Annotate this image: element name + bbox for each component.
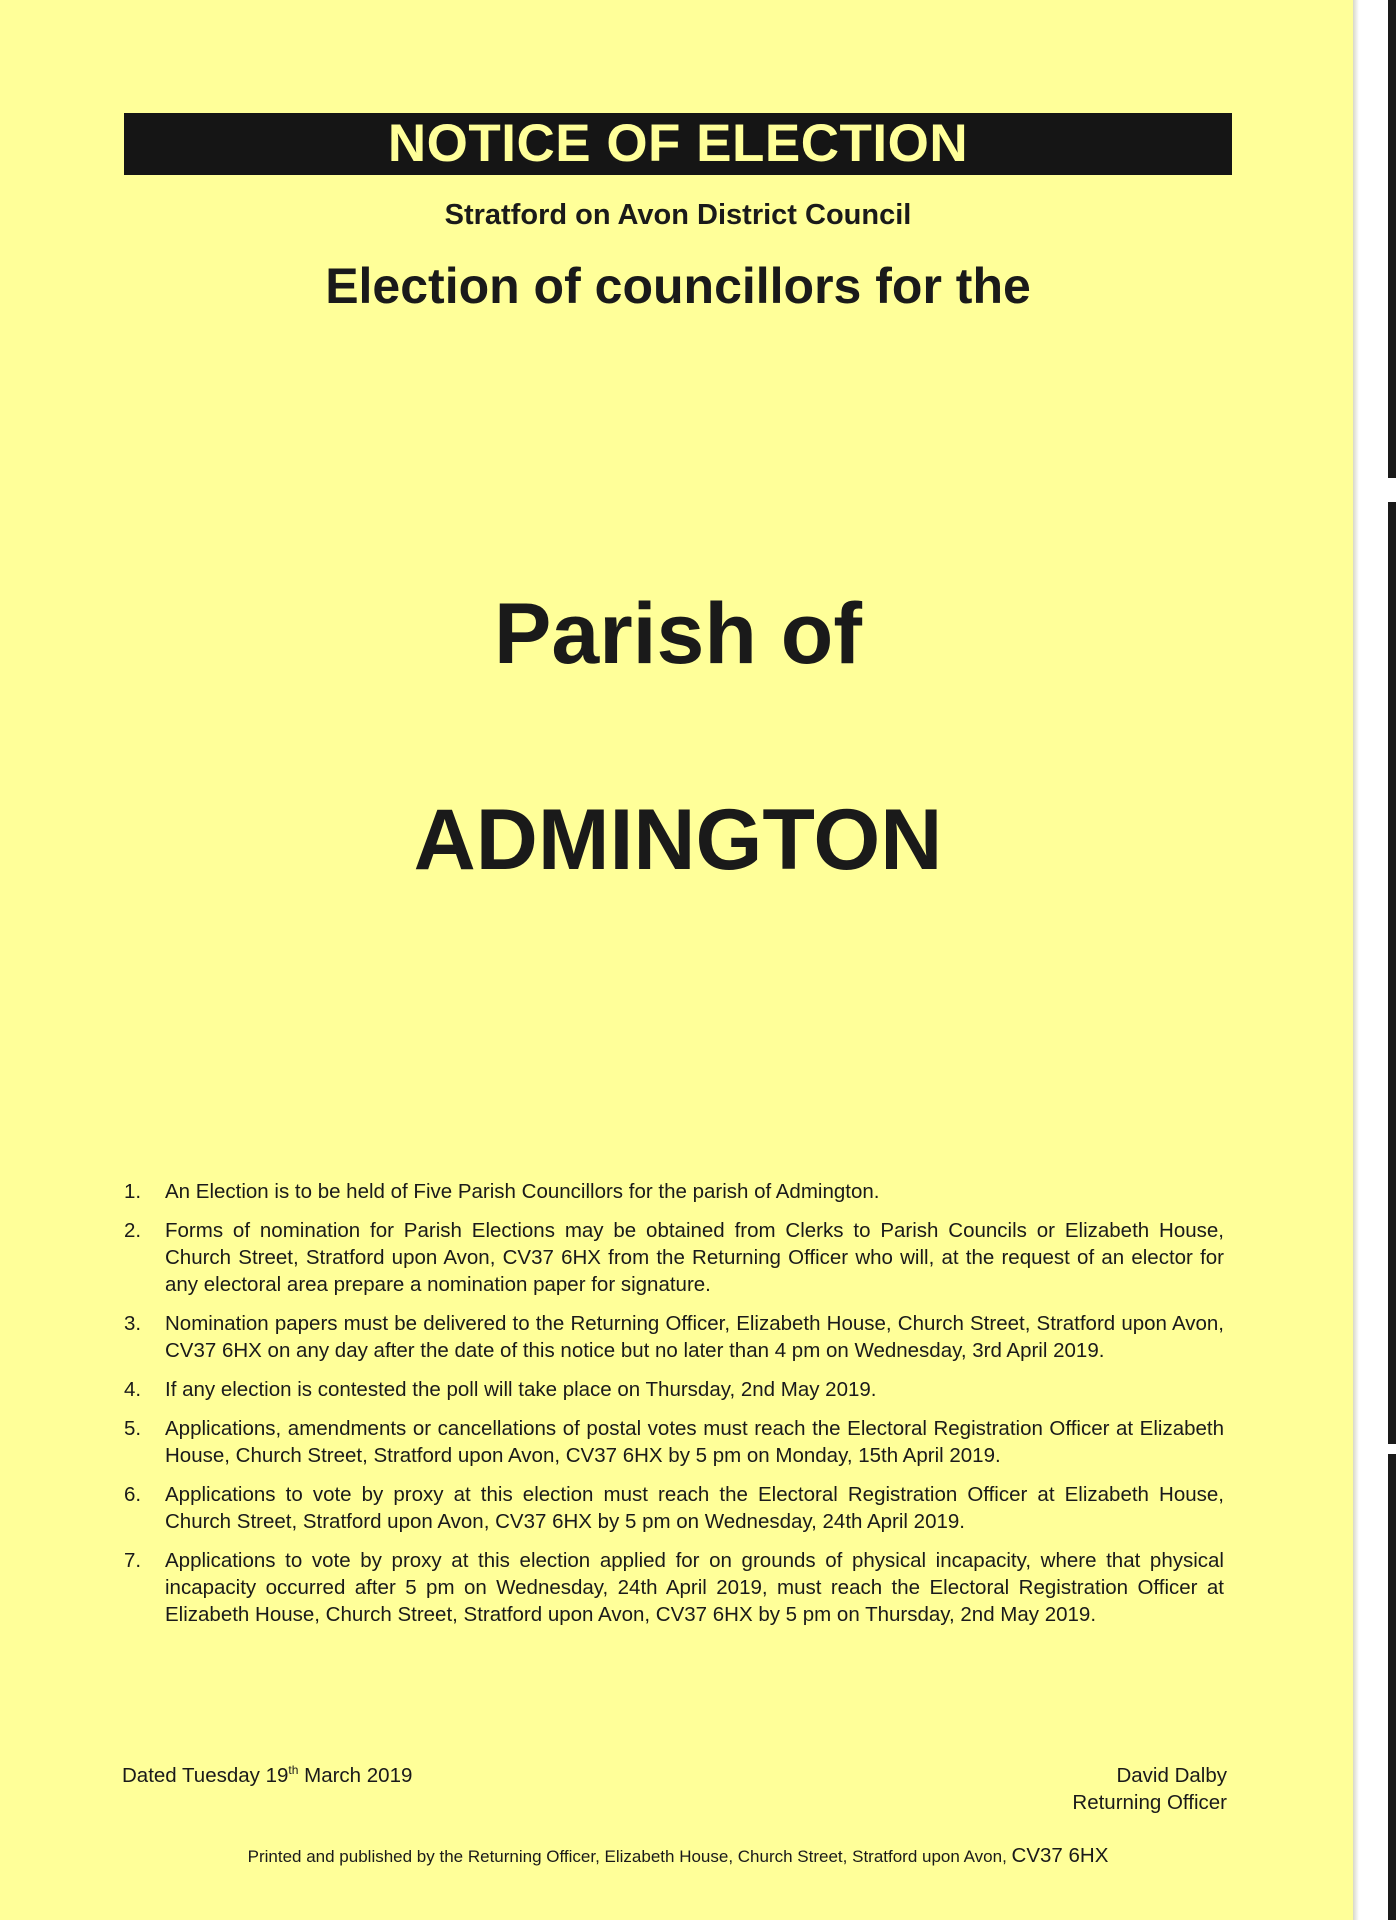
signatory-block	[900, 1762, 1227, 1816]
item-number: 6.	[124, 1483, 142, 1506]
list-item	[124, 1547, 1224, 1628]
list-item	[124, 1217, 1224, 1298]
date-ordinal: th	[288, 1763, 299, 1778]
signatory-name: David Dalby	[1116, 1764, 1227, 1787]
imprint-line	[124, 1844, 1232, 1869]
item-text: Nomination papers must be delivered to the Returning Officer, Elizabeth House, Church Street, Stratford upon Avon, CV37 6HX on any day after the date of this notice but no later than 4 pm on Wednesday, 3rd April 2019.	[165, 1312, 1224, 1362]
list-item	[124, 1415, 1224, 1469]
parish-name: ADMINGTON	[413, 792, 943, 888]
list-item	[124, 1376, 1224, 1403]
scan-edge-bar	[1388, 0, 1396, 478]
list-item	[124, 1481, 1224, 1535]
date-rest: March 2019	[298, 1764, 413, 1787]
item-text: Applications to vote by proxy at this election applied for on grounds of physical incapacity, where that physical incapacity occurred after 5 pm on Wednesday, 24th April 2019, must reach the Electoral Registration Officer at Elizabeth House, Church Street, Stratford upon Avon, CV37 6HX by 5 pm on Thursday, 2nd May 2019.	[165, 1549, 1224, 1626]
item-text: Forms of nomination for Parish Elections may be obtained from Clerks to Parish Councils or Elizabeth House, Church Street, Stratford upon Avon, CV37 6HX from the Returning Officer who will, at the request of an elector for any electoral area prepare a nomination paper for signature.	[165, 1219, 1224, 1296]
item-number: 7.	[124, 1549, 142, 1572]
imprint-postcode: CV37 6HX	[1011, 1844, 1109, 1867]
notice-banner-title: NOTICE OF ELECTION	[124, 113, 1232, 175]
item-number: 4.	[124, 1378, 142, 1401]
item-number: 3.	[124, 1312, 142, 1335]
election-subtitle: Election of councillors for the	[325, 258, 1031, 314]
scan-edge-bar	[1388, 502, 1396, 1444]
item-text: Applications, amendments or cancellations of postal votes must reach the Electoral Registration Officer at Elizabeth House, Church Street, Stratford upon Avon, CV37 6HX by 5 pm on Monday, 15th April 2019.	[165, 1417, 1224, 1467]
list-item	[124, 1178, 1224, 1205]
signatory-role: Returning Officer	[1072, 1791, 1227, 1814]
list-item	[124, 1310, 1224, 1364]
notice-items-list	[124, 1178, 1224, 1640]
notice-date	[122, 1762, 412, 1789]
date-prefix: Dated Tuesday 19	[122, 1764, 289, 1787]
item-number: 2.	[124, 1219, 142, 1242]
council-name: Stratford on Avon District Council	[444, 199, 912, 231]
imprint-text: Printed and published by the Returning Officer, Elizabeth House, Church Street, Stratford upon Avon,	[247, 1847, 1012, 1866]
item-text: An Election is to be held of Five Parish Councillors for the parish of Admington.	[165, 1180, 880, 1203]
item-text: If any election is contested the poll will take place on Thursday, 2nd May 2019.	[165, 1378, 877, 1401]
item-number: 5.	[124, 1417, 142, 1440]
item-number: 1.	[124, 1180, 142, 1203]
scan-edge-shadow	[1353, 0, 1359, 1920]
parish-label: Parish of	[494, 586, 862, 682]
item-text: Applications to vote by proxy at this election must reach the Electoral Registration Officer at Elizabeth House, Church Street, Stratford upon Avon, CV37 6HX by 5 pm on Wednesday, 24th April 2019.	[165, 1483, 1224, 1533]
scan-edge-bar	[1388, 1454, 1396, 1920]
